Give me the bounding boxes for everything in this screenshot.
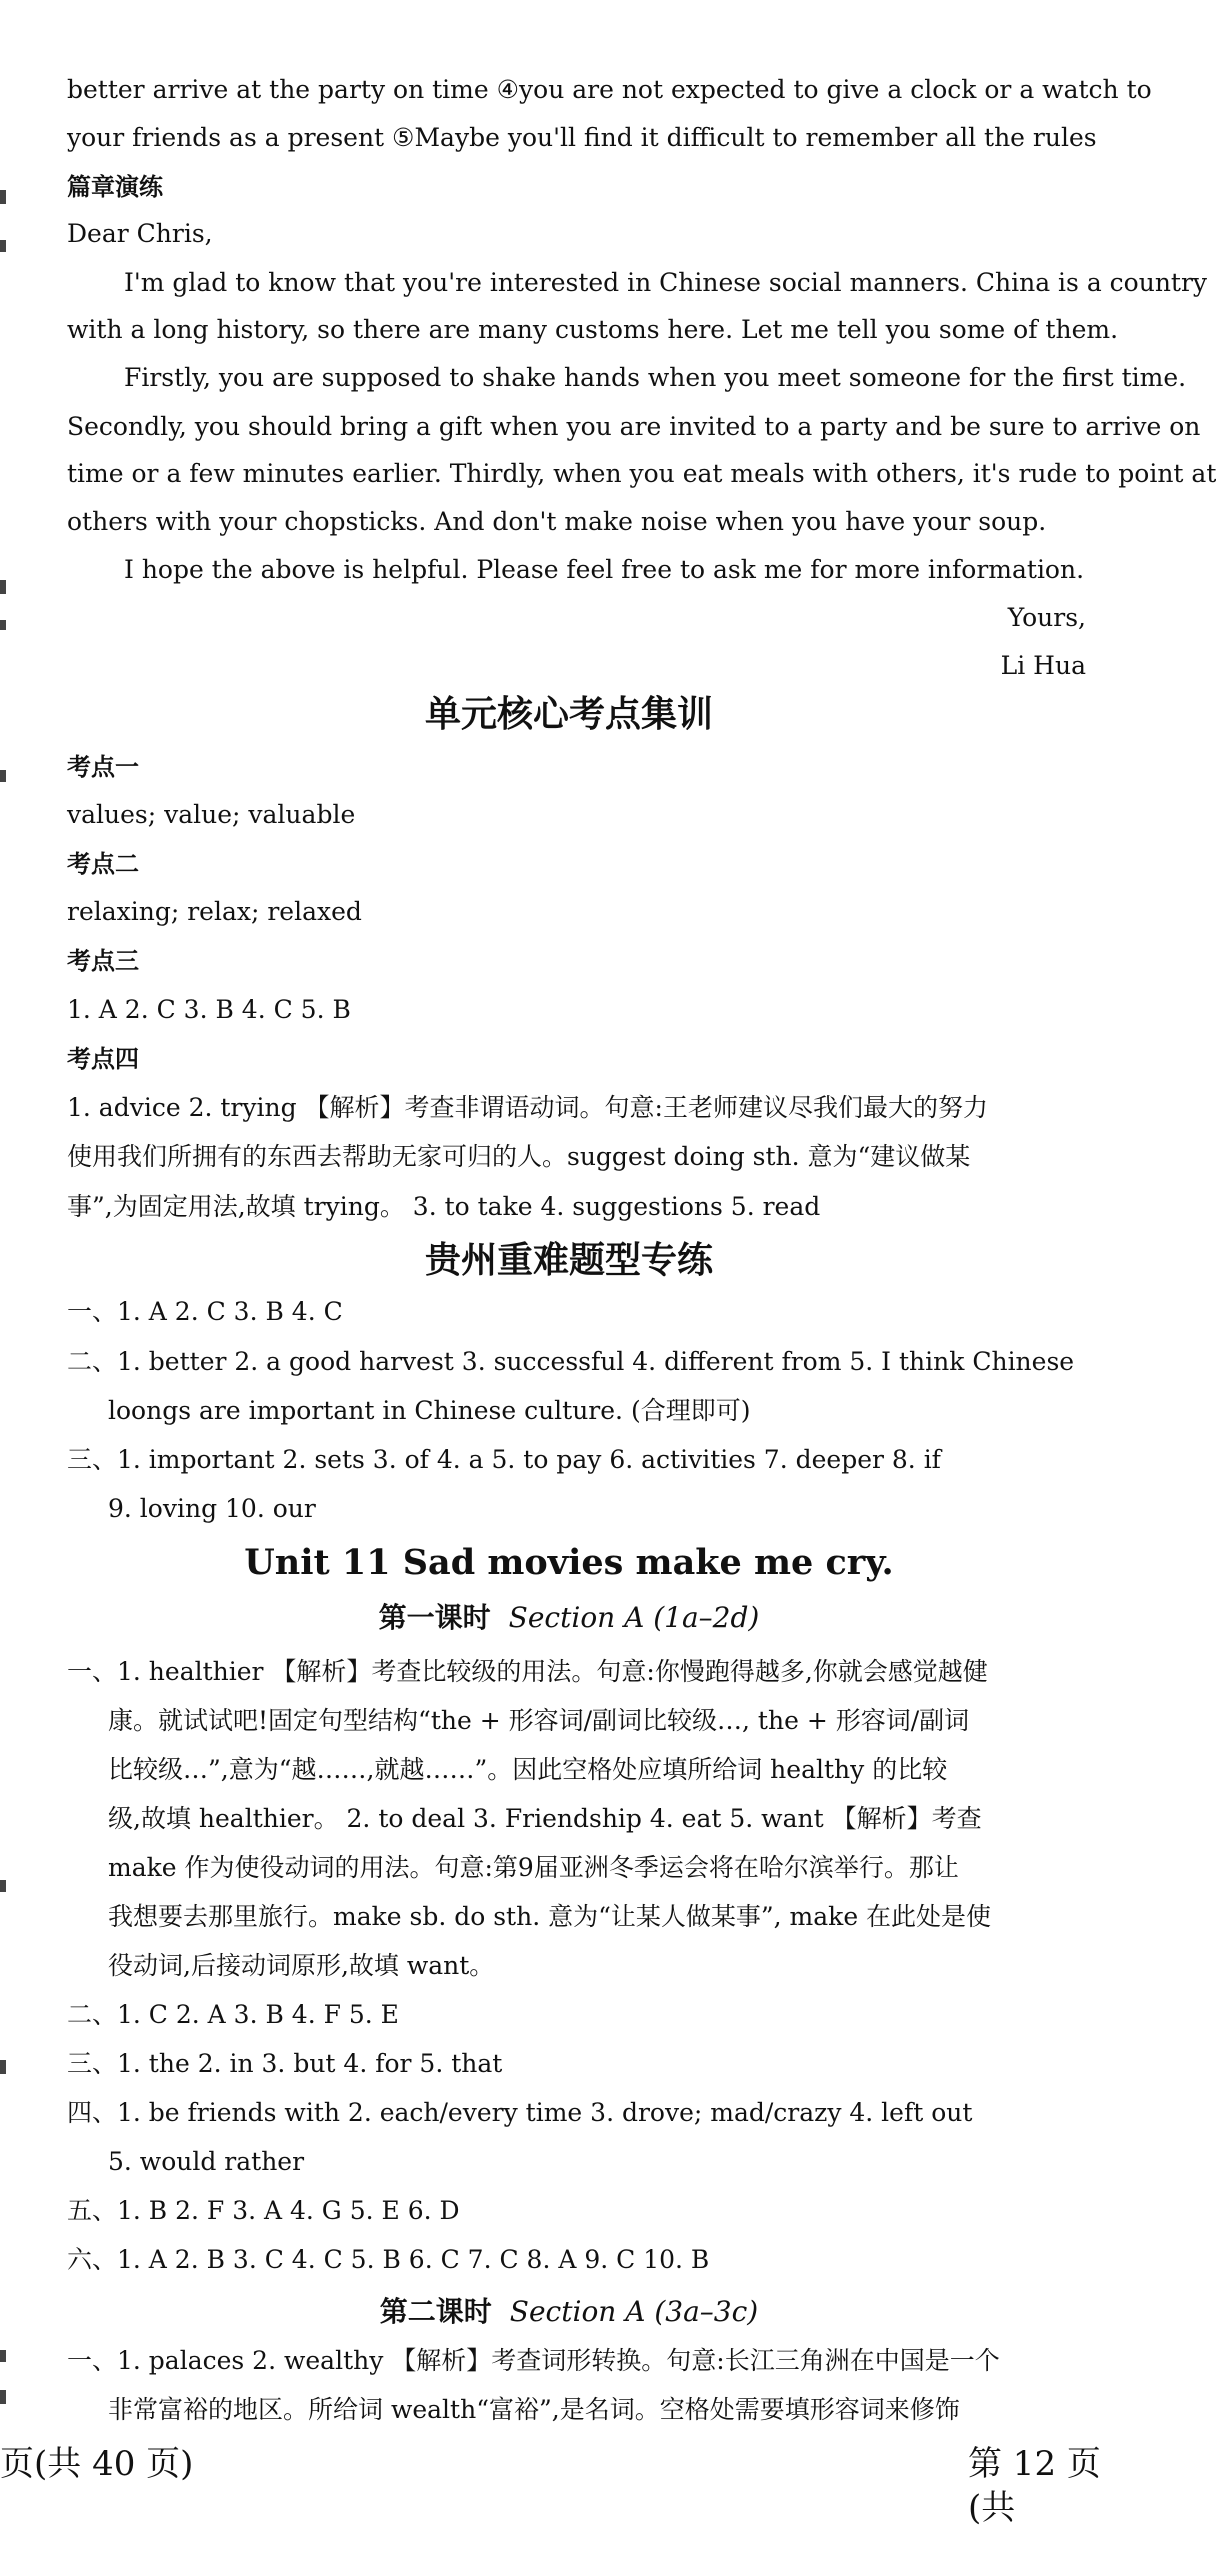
answer-line: 五、1. B 2. F 3. A 4. G 5. E 6. D	[67, 2196, 460, 2225]
edge-mark	[0, 770, 6, 782]
topic-heading: 考点一	[67, 753, 139, 781]
edge-mark	[0, 1880, 6, 1892]
answer-line: 事”,为固定用法,故填 trying。 3. to take 4. suggestions 5. read	[67, 1192, 821, 1221]
topic-heading: 考点三	[67, 947, 139, 975]
text-line: better arrive at the party on time ④you are not expected to give a clock or a watch to	[67, 75, 1152, 104]
answer-line: 我想要去那里旅行。make sb. do sth. 意为“让某人做某事”, make 在此处是使	[108, 1902, 992, 1931]
letter-paragraph: I hope the above is helpful. Please feel free to ask me for more information.	[124, 555, 1085, 584]
answer-line: 使用我们所拥有的东西去帮助无家可归的人。suggest doing sth. 意为“建议做某	[67, 1142, 971, 1171]
footer-right-page-number: 第 12 页(共	[968, 2444, 1101, 2528]
letter-signature: Li Hua	[1000, 651, 1086, 680]
answer-line: 一、1. A 2. C 3. B 4. C	[67, 1297, 343, 1326]
edge-mark	[0, 580, 6, 594]
letter-greeting: Dear Chris,	[67, 219, 213, 248]
lesson-heading	[0, 1598, 1138, 1638]
answer-line: 一、1. healthier 【解析】考查比较级的用法。句意:你慢跑得越多,你就会感觉越健	[67, 1657, 988, 1686]
section-title: 单元核心考点集训	[424, 694, 713, 735]
text-line: your friends as a present ⑤Maybe you'll find it difficult to remember all the rules	[67, 123, 1097, 152]
edge-mark	[0, 2060, 6, 2074]
edge-mark	[0, 2350, 6, 2362]
topic-heading: 考点二	[67, 850, 139, 878]
answer-line: 二、1. better 2. a good harvest 3. successful 4. different from 5. I think Chinese	[67, 1347, 1075, 1376]
answer-line: loongs are important in Chinese culture. (合理即可)	[108, 1396, 751, 1425]
footer-left-page-count: 页(共 40 页)	[0, 2444, 194, 2484]
edge-mark	[0, 620, 6, 630]
answer-line: 5. would rather	[108, 2147, 305, 2176]
letter-paragraph: Firstly, you are supposed to shake hands when you meet someone for the first time.	[124, 363, 1187, 392]
answer-line: 康。就试试吧!固定句型结构“the + 形容词/副词比较级…, the + 形容词/副词	[108, 1706, 970, 1735]
answer-line: values; value; valuable	[67, 800, 356, 829]
lesson-section: Section A (1a–2d)	[508, 1601, 760, 1634]
answer-line: 六、1. A 2. B 3. C 4. C 5. B 6. C 7. C 8. A 9. C 10. B	[67, 2245, 710, 2274]
topic-heading: 考点四	[67, 1045, 139, 1073]
answer-line: 非常富裕的地区。所给词 wealth“富裕”,是名词。空格处需要填形容词来修饰	[108, 2395, 960, 2424]
answer-line: 一、1. palaces 2. wealthy 【解析】考查词形转换。句意:长江三角洲在中国是一个	[67, 2346, 1000, 2375]
answer-line: 役动词,后接动词原形,故填 want。	[108, 1951, 495, 1980]
letter-text: others with your chopsticks. And don't make noise when you have your soup.	[67, 507, 1047, 536]
answer-line: 9. loving 10. our	[108, 1494, 316, 1523]
edge-mark	[0, 2390, 6, 2404]
edge-mark	[0, 190, 6, 204]
letter-paragraph: I'm glad to know that you're interested in Chinese social manners. China is a country	[124, 268, 1208, 297]
answer-line: 二、1. C 2. A 3. B 4. F 5. E	[67, 2000, 399, 2029]
section-heading: 篇章演练	[67, 173, 163, 201]
answer-line: 三、1. important 2. sets 3. of 4. a 5. to pay 6. activities 7. deeper 8. if	[67, 1445, 941, 1474]
answer-line: relaxing; relax; relaxed	[67, 897, 362, 926]
edge-mark	[0, 240, 6, 252]
answer-line: 四、1. be friends with 2. each/every time 3. drove; mad/crazy 4. left out	[67, 2098, 973, 2127]
answer-line: 级,故填 healthier。 2. to deal 3. Friendship 4. eat 5. want 【解析】考查	[108, 1804, 982, 1833]
section-title: 贵州重难题型专练	[424, 1240, 713, 1281]
answer-line: make 作为使役动词的用法。句意:第9届亚洲冬季运会将在哈尔滨举行。那让	[108, 1853, 959, 1882]
lesson-label: 第一课时	[378, 1601, 491, 1634]
lesson-section: Section A (3a–3c)	[509, 2295, 759, 2328]
lesson-label: 第二课时	[379, 2295, 492, 2328]
unit-title: Unit 11 Sad movies make me cry.	[244, 1542, 894, 1583]
answer-line: 1. A 2. C 3. B 4. C 5. B	[67, 995, 351, 1024]
letter-text: time or a few minutes earlier. Thirdly, when you eat meals with others, it's rude to point at	[67, 459, 1216, 488]
lesson-heading	[0, 2292, 1138, 2332]
letter-closing: Yours,	[1007, 603, 1086, 632]
answer-line: 1. advice 2. trying 【解析】考查非谓语动词。句意:王老师建议尽我们最大的努力	[67, 1093, 988, 1122]
letter-text: with a long history, so there are many customs here. Let me tell you some of them.	[67, 315, 1119, 344]
answer-line: 三、1. the 2. in 3. but 4. for 5. that	[67, 2049, 503, 2078]
answer-line: 比较级…”,意为“越……,就越……”。因此空格处应填所给词 healthy 的比较	[108, 1755, 948, 1784]
letter-text: Secondly, you should bring a gift when you are invited to a party and be sure to arrive on	[67, 412, 1201, 441]
